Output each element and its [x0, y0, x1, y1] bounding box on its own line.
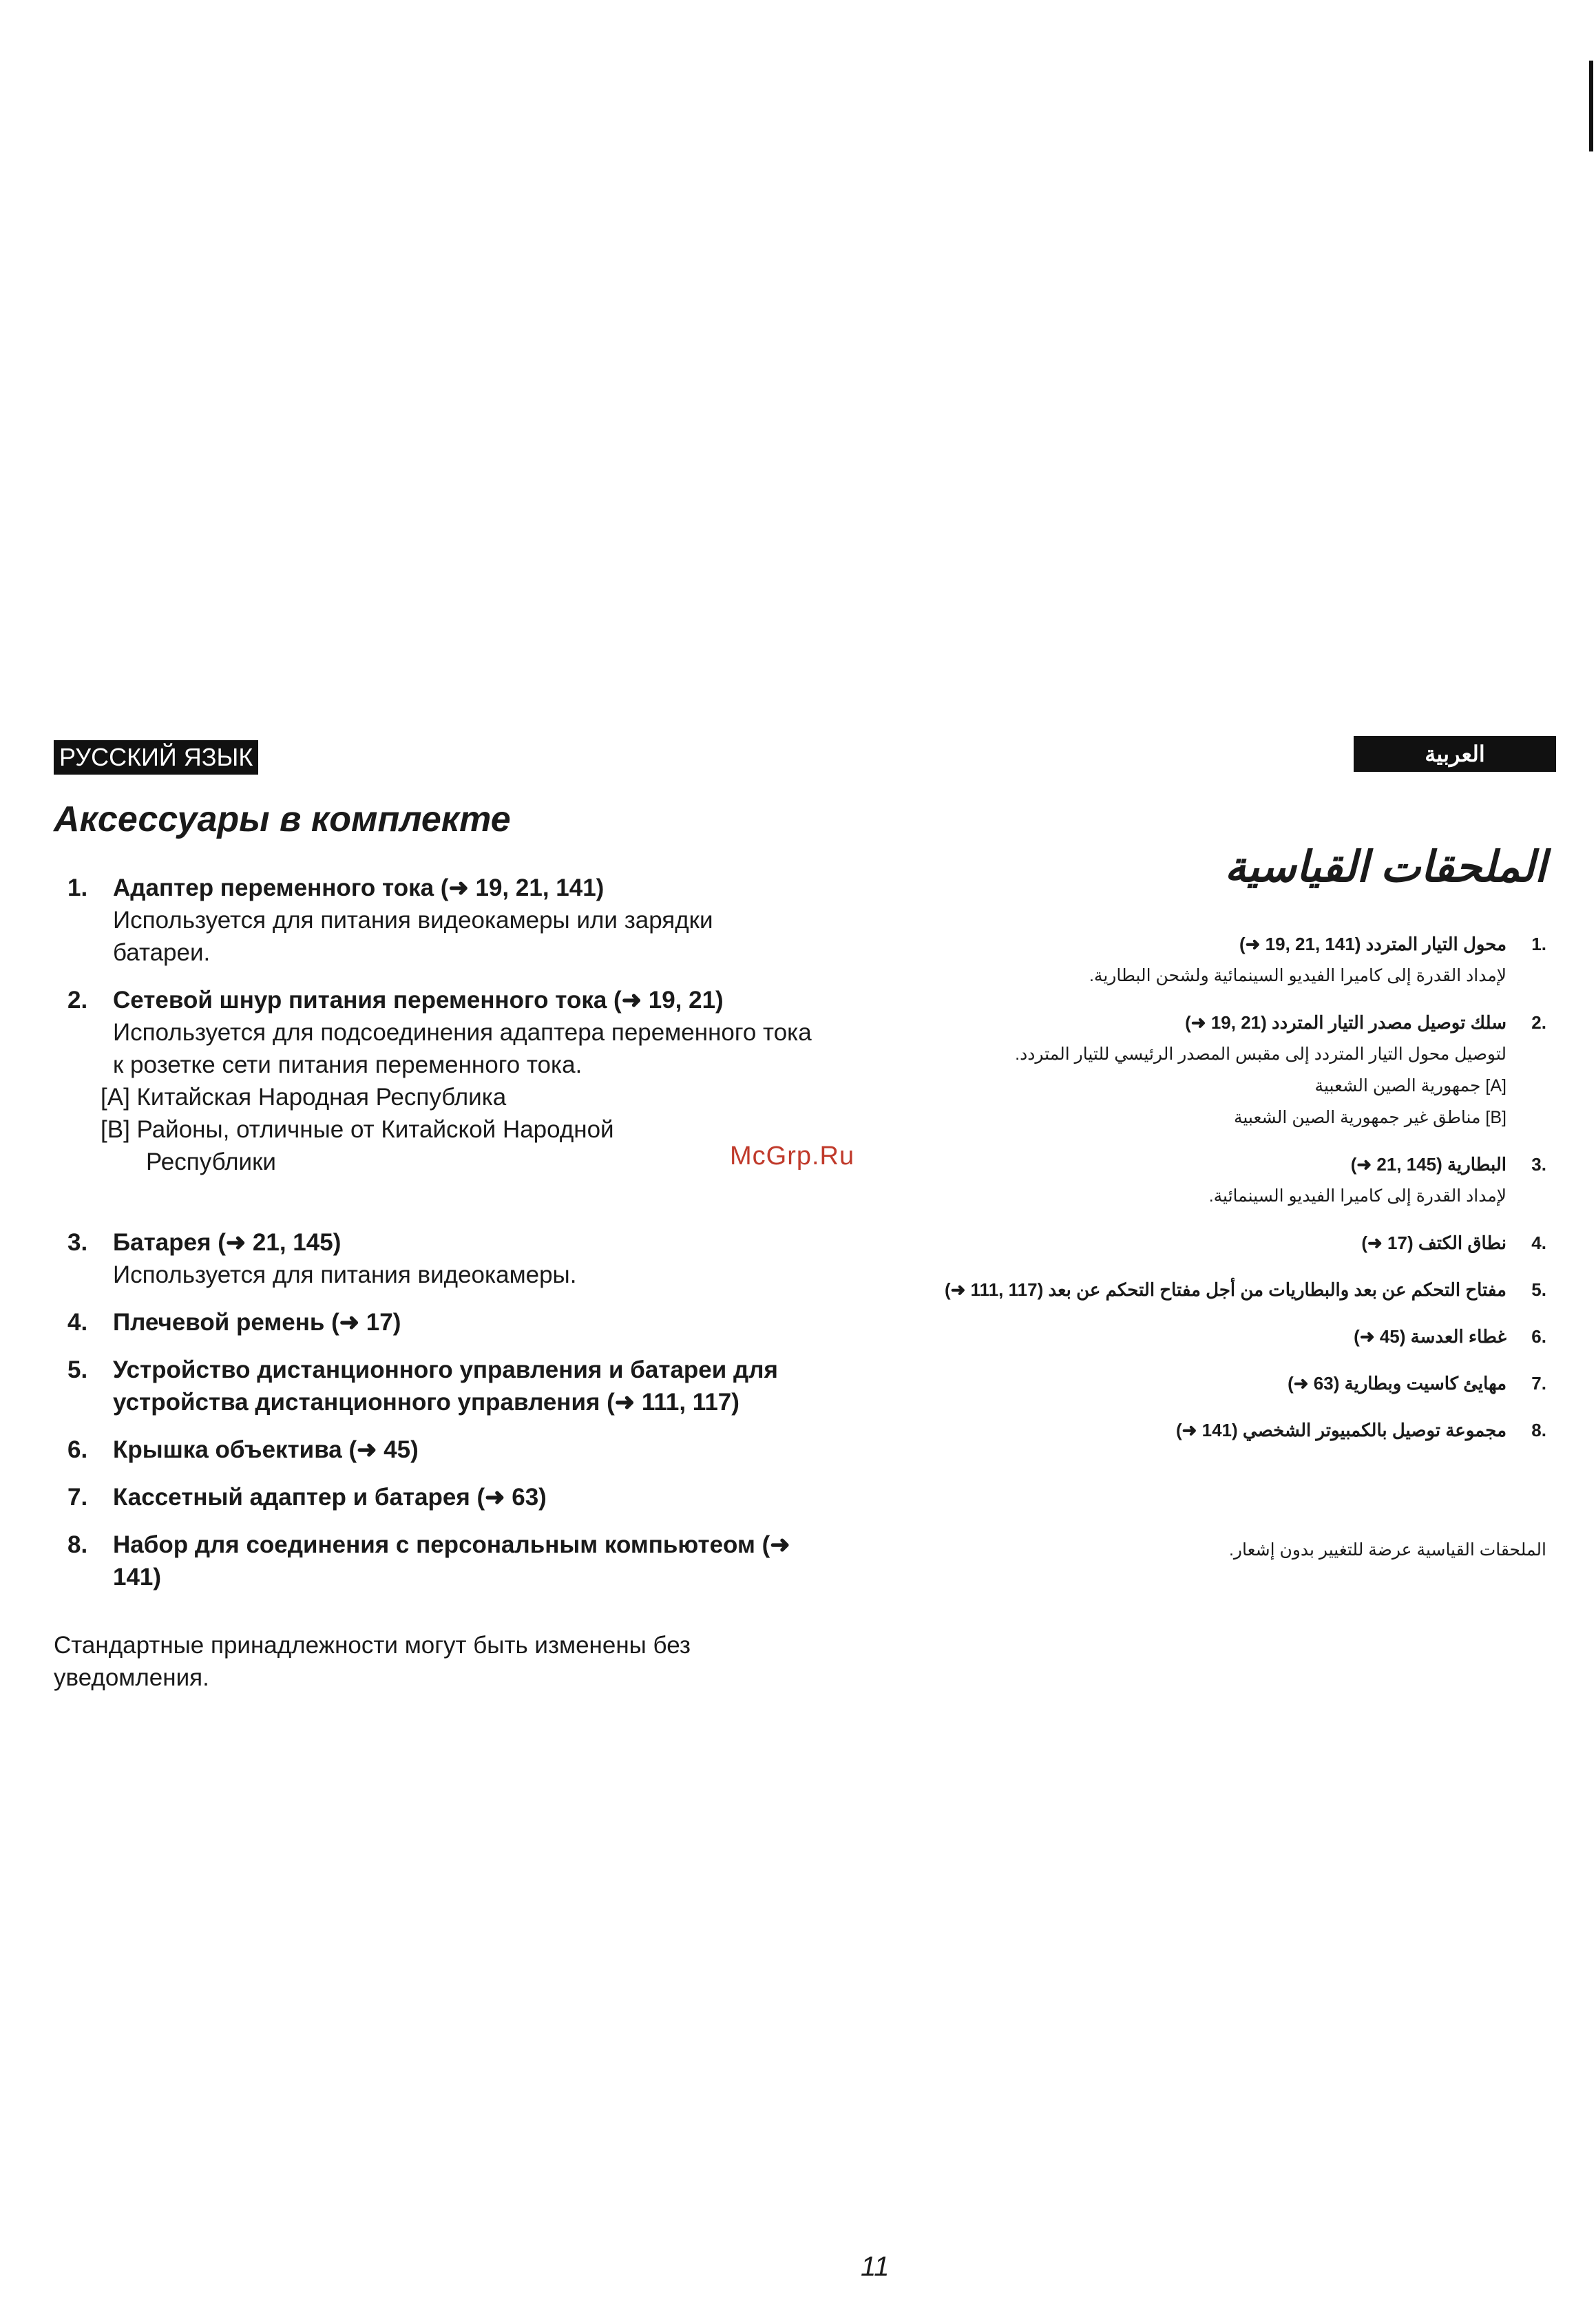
- item-sub-a: [A] جمهورية الصين الشعبية: [1314, 1076, 1506, 1095]
- item-heading: Кассетный адаптер и батарея (➜ 63): [113, 1484, 547, 1511]
- item-description: Используется для подсоединения адаптера переменного тока к розетке сети питания переменного тока.: [113, 1019, 812, 1078]
- list-item: [858, 1148, 1546, 1212]
- item-sub-b: [B] مناطق غير جمهورية الصين الشعبية: [1233, 1108, 1506, 1127]
- item-heading: Крышка объектива (➜ 45): [113, 1436, 419, 1463]
- item-heading: غطاء العدسة (45 ➜): [1354, 1326, 1506, 1347]
- item-heading: نطاق الكتف (17 ➜): [1361, 1232, 1506, 1253]
- item-number: .8: [1531, 1420, 1546, 1440]
- language-badge-russian: РУССКИЙ ЯЗЫК: [54, 740, 258, 775]
- list-item: [858, 1227, 1546, 1259]
- item-heading: Набор для соединения с персональным компьютеом (➜ 141): [113, 1531, 790, 1591]
- item-heading: Устройство дистанционного управления и батареи для устройства дистанционного управления (➜ 111, 117): [113, 1356, 778, 1416]
- item-description: لإمداد القدرة إلى كاميرا الفيديو السينمائية.: [1208, 1186, 1506, 1206]
- item-description: Используется для питания видеокамеры.: [113, 1261, 577, 1288]
- item-number: 1.: [67, 874, 88, 901]
- list-item: [858, 1367, 1546, 1399]
- item-heading: محول التيار المتردد (141 ,21 ,19 ➜): [1239, 934, 1506, 954]
- list-item: [54, 1481, 866, 1513]
- item-description: لإمداد القدرة إلى كاميرا الفيديو السينمائية ولشحن البطارية.: [1089, 966, 1506, 985]
- item-number: 6.: [67, 1436, 88, 1463]
- item-number: 3.: [67, 1229, 88, 1256]
- item-heading: سلك توصيل مصدر التيار المتردد (21 ,19 ➜): [1185, 1012, 1506, 1033]
- list-item: [858, 1007, 1546, 1133]
- note-russian: Стандартные принадлежности могут быть изменены без уведомления.: [54, 1632, 691, 1691]
- item-heading: مهايئ كاسيت وبطارية (63 ➜): [1288, 1373, 1506, 1394]
- page-edge-marker: [1589, 61, 1593, 151]
- item-heading: مفتاح التحكم عن بعد والبطاريات من أجل مفتاح التحكم عن بعد (117 ,111 ➜): [944, 1279, 1506, 1300]
- accessory-list-russian: [54, 872, 866, 1593]
- list-item: [54, 1226, 866, 1291]
- item-heading: Адаптер переменного тока (➜ 19, 21, 141): [113, 874, 605, 901]
- item-sub-b-continued: Республики: [146, 1148, 276, 1175]
- page-title-arabic: الملحقات القياسية: [1224, 843, 1546, 891]
- item-number: .1: [1531, 934, 1546, 954]
- item-number: 2.: [67, 987, 88, 1014]
- item-number: .6: [1531, 1326, 1546, 1347]
- list-item: [54, 1434, 866, 1466]
- list-item: [54, 1354, 866, 1418]
- item-description: Используется для питания видеокамеры или зарядки батареи.: [113, 907, 713, 966]
- item-number: 5.: [67, 1356, 88, 1383]
- accessory-list-arabic: [858, 928, 1546, 1446]
- list-item: [54, 1529, 866, 1593]
- page-title-russian: Аксессуары в комплекте: [54, 799, 511, 839]
- item-heading: مجموعة توصيل بالكمبيوتر الشخصي (141 ➜): [1175, 1420, 1506, 1440]
- list-item: [858, 928, 1546, 991]
- item-number: 7.: [67, 1484, 88, 1511]
- item-heading: Сетевой шнур питания переменного тока (➜ 19, 21): [113, 987, 724, 1014]
- item-number: 8.: [67, 1531, 88, 1558]
- list-item: [54, 1306, 866, 1339]
- item-number: .2: [1531, 1012, 1546, 1033]
- list-item: [54, 872, 866, 969]
- list-item: [858, 1321, 1546, 1352]
- list-item: [858, 1274, 1546, 1305]
- item-heading: Плечевой ремень (➜ 17): [113, 1309, 401, 1336]
- item-sub-b: [B] Районы, отличные от Китайской Народной: [101, 1116, 614, 1143]
- item-number: .7: [1531, 1373, 1546, 1394]
- item-heading: البطارية (145 ,21 ➜): [1350, 1154, 1506, 1175]
- language-badge-arabic: العربية: [1354, 736, 1556, 772]
- item-number: .4: [1531, 1232, 1546, 1253]
- item-number: .5: [1531, 1279, 1546, 1300]
- watermark: McGrp.Ru: [730, 1142, 855, 1171]
- item-description: لتوصيل محول التيار المتردد إلى مقبس المصدر الرئيسي للتيار المتردد.: [1015, 1045, 1506, 1064]
- item-number: 4.: [67, 1309, 88, 1336]
- note-arabic: الملحقات القياسية عرضة للتغيير بدون إشعار.: [1228, 1540, 1546, 1560]
- item-sub-a: [A] Китайская Народная Республика: [101, 1084, 507, 1111]
- item-heading: Батарея (➜ 21, 145): [113, 1229, 342, 1256]
- page-number: 11: [861, 2252, 890, 2282]
- list-item: [858, 1414, 1546, 1446]
- item-number: .3: [1531, 1154, 1546, 1175]
